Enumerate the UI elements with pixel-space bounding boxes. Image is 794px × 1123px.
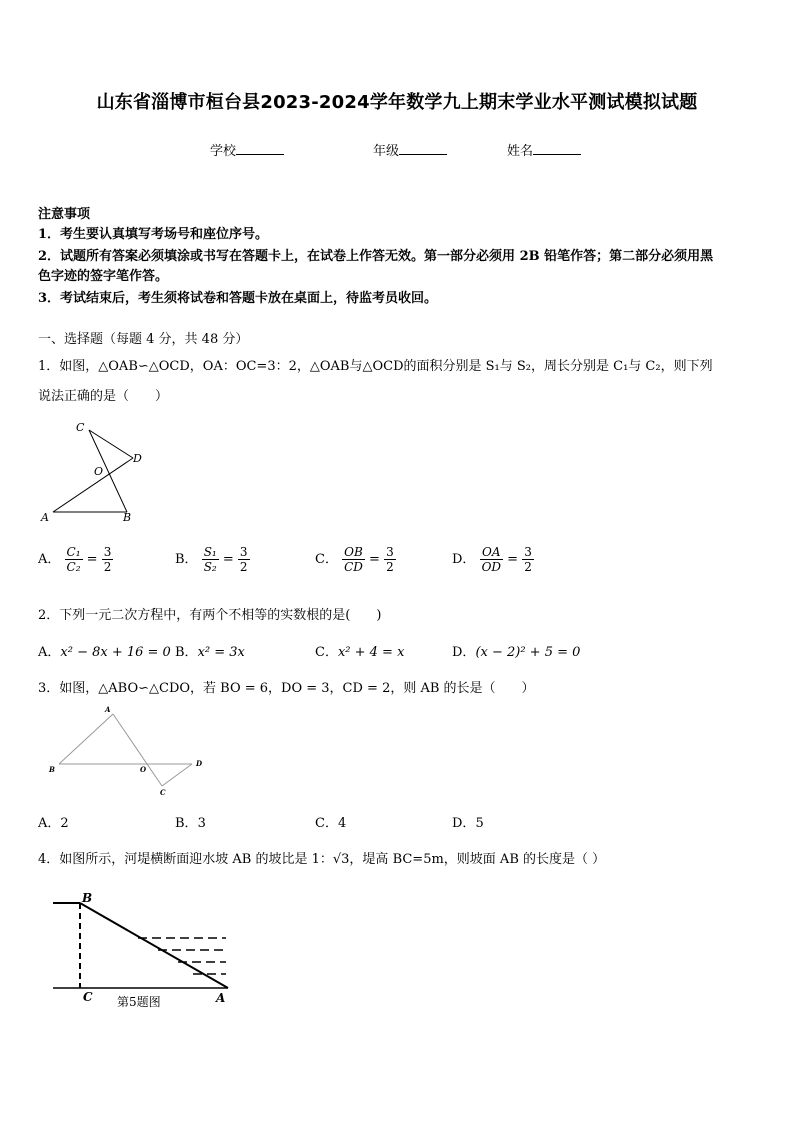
q1-label-a: A	[41, 511, 49, 524]
q1-option-d[interactable]: D． $\frac{OA}{OD}$ = $\frac{3}{2}$	[452, 545, 532, 574]
option-letter: A．	[38, 552, 61, 567]
fraction-den: 2	[524, 560, 532, 574]
option-letter: D．	[452, 645, 476, 660]
fraction-num: OB	[344, 545, 363, 559]
fraction	[65, 545, 83, 574]
option-letter: A．	[38, 645, 61, 660]
fraction	[522, 545, 534, 574]
fraction	[480, 545, 503, 574]
q3-option-d[interactable]	[452, 812, 484, 831]
fraction-num: 3	[103, 545, 112, 559]
option-letter: D．	[452, 816, 476, 831]
q1-figure	[30, 418, 160, 530]
fraction-num: 3	[524, 545, 532, 559]
notice-item-2: 2．试题所有答案必须填涂或书写在答题卡上，在试卷上作答无效。第一部分必须用 2B 铅笔作答；第二部分必须用黑	[38, 249, 714, 264]
fraction	[202, 545, 219, 574]
notice-heading: 注意事项	[38, 207, 91, 222]
school-label: 学校	[210, 144, 237, 159]
q3-label-a: A	[105, 705, 111, 714]
grade-blank	[399, 142, 447, 155]
q2-option-c[interactable]	[315, 641, 404, 660]
q3-figure	[40, 700, 215, 800]
option-value: 4	[337, 816, 347, 831]
q3-label-d: D	[196, 759, 203, 768]
q4-label-a: A	[216, 991, 226, 1005]
option-letter: D．	[452, 552, 476, 567]
option-expr: (x − 2)² + 5 = 0	[475, 645, 581, 660]
q4-label-b: B	[82, 891, 93, 905]
notice-item-3: 3．考试结束后，考生须将试卷和答题卡放在桌面上，待监考员收回。	[38, 291, 438, 306]
q3-option-c[interactable]	[315, 812, 346, 831]
fraction	[238, 545, 250, 574]
option-expr: x² + 4 = x	[337, 645, 405, 660]
q3-label-c: C	[160, 788, 166, 797]
q1-label-o: O	[94, 465, 104, 478]
option-expr: x² = 3x	[197, 645, 245, 660]
option-letter: A．	[38, 816, 61, 831]
grade-field	[373, 140, 447, 159]
q3-option-b[interactable]	[175, 812, 206, 831]
option-expr: x² − 8x + 16 = 0	[60, 645, 171, 660]
q1-stem-line1: 1．如图，△OAB∽△OCD，OA：OC=3：2，△OAB与△OCD的面积分别是 S₁与 S₂，周长分别是 C₁与 C₂，则下列	[38, 359, 713, 374]
q1-stem-line2: 说法正确的是（ ）	[38, 389, 169, 404]
fraction-den: C₂	[66, 560, 81, 574]
fraction	[384, 545, 396, 574]
fraction-den: 2	[103, 560, 112, 574]
option-value: 5	[475, 816, 484, 831]
section-heading: 一、选择题（每题 4 分，共 48 分）	[38, 332, 249, 347]
name-field	[507, 140, 581, 159]
name-label: 姓名	[507, 144, 534, 159]
option-letter: C．	[315, 816, 338, 831]
fraction	[102, 545, 114, 574]
q3-stem: 3．如图，△ABO∽△CDO，若 BO = 6，DO = 3，CD = 2，则 AB 的长是（ ）	[38, 681, 535, 696]
fraction-num: C₁	[66, 545, 81, 559]
q1-label-b: B	[123, 511, 132, 524]
q1-option-b[interactable]: B． $\frac{\text{S₁}}{\text{S₂}}$ = $\frac{3}{2}$	[175, 545, 248, 574]
q4-stem: 4．如图所示，河堤横断面迎水坡 AB 的坡比是 1：√3，堤高 BC=5m，则坡面 AB 的长度是（ ）	[38, 852, 606, 867]
q1-option-c[interactable]: C． $\frac{OB}{CD}$ = $\frac{3}{2}$	[315, 545, 394, 574]
q2-option-d[interactable]	[452, 641, 580, 660]
q4-figure	[48, 888, 248, 1014]
school-blank	[236, 142, 284, 155]
fraction-den: S₂	[203, 560, 217, 574]
fraction-den: 2	[386, 560, 394, 574]
option-value: 2	[60, 816, 69, 831]
q1-label-d: D	[133, 452, 142, 465]
name-blank	[533, 142, 581, 155]
option-letter: B．	[175, 816, 198, 831]
fraction	[342, 545, 365, 574]
q1-option-a[interactable]: A． $\frac{\text{C₁}}{\text{C₂}}$ = $\frac{3}{2}$	[38, 545, 112, 574]
fraction-num: OA	[482, 545, 501, 559]
q3-label-b: B	[49, 765, 55, 774]
option-letter: C．	[315, 552, 338, 567]
q4-label-c: C	[83, 990, 93, 1004]
fraction-num: S₁	[203, 545, 217, 559]
fraction-den: 2	[239, 560, 248, 574]
option-letter: B．	[175, 645, 198, 660]
option-letter: B．	[175, 552, 198, 567]
school-field	[210, 140, 284, 159]
fraction-den: OD	[481, 560, 502, 574]
q2-option-a[interactable]	[38, 641, 171, 660]
option-value: 3	[197, 816, 206, 831]
option-letter: C．	[315, 645, 338, 660]
q2-option-b[interactable]	[175, 641, 245, 660]
notice-item-2-cont: 色字迹的签字笔作答。	[38, 269, 169, 284]
q2-stem: 2．下列一元二次方程中，有两个不相等的实数根的是( )	[38, 608, 382, 623]
q1-label-c: C	[76, 421, 85, 434]
q3-label-o: O	[140, 765, 147, 774]
fraction-num: 3	[239, 545, 248, 559]
notice-item-1: 1．考生要认真填写考场号和座位序号。	[38, 227, 269, 242]
fraction-num: 3	[386, 545, 394, 559]
fraction-den: CD	[344, 560, 363, 574]
q3-option-a[interactable]	[38, 812, 69, 831]
q4-caption: 第5题图	[117, 995, 161, 1009]
grade-label: 年级	[373, 144, 400, 159]
page-title: 山东省淄博市桓台县2023-2024学年数学九上期末学业水平测试模拟试题	[96, 92, 698, 113]
